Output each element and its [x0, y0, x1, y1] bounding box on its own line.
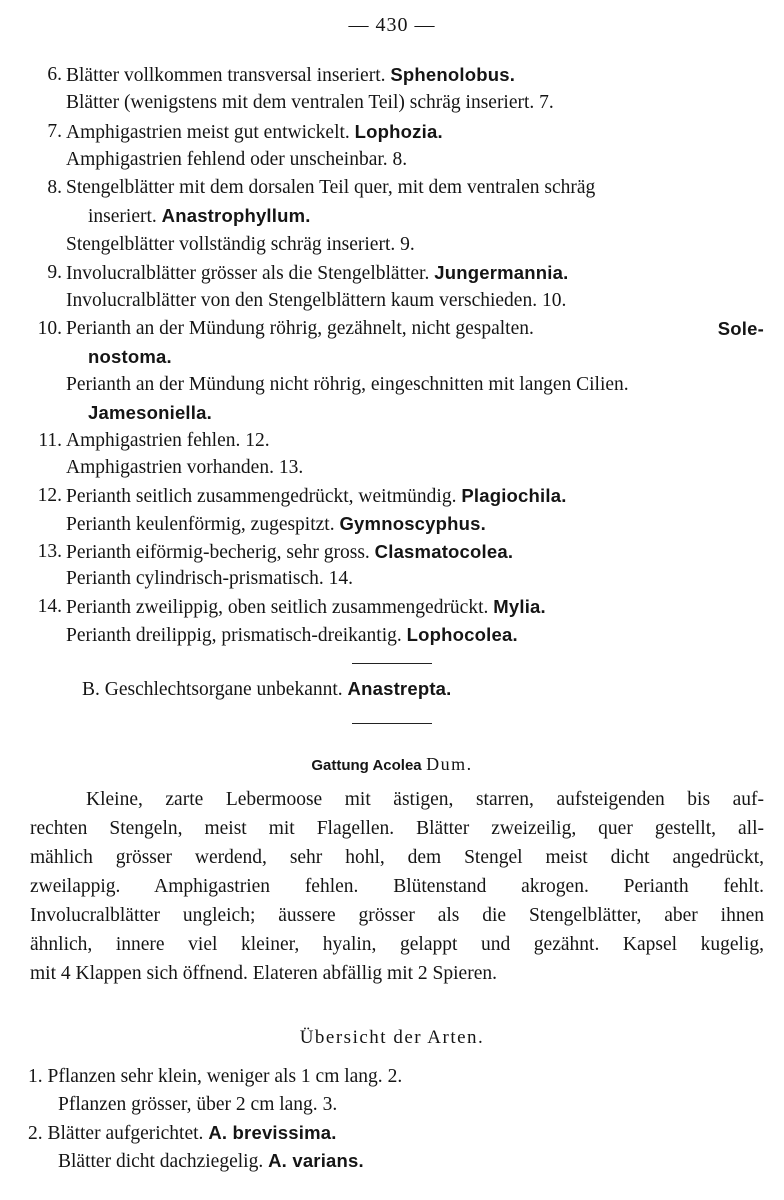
key-number: 10. [37, 318, 62, 339]
key-number: 7. [47, 121, 62, 142]
key-text: Stengelblätter mit dem dorsalen Teil quer, mit dem ventralen schräg [66, 177, 596, 198]
key-text: Pflanzen sehr klein, weniger als 1 cm lang. [47, 1066, 383, 1087]
key-line [88, 344, 172, 371]
key-text: Involucralblätter grösser als die Stengelblätter. [66, 263, 430, 284]
key-text: Perianth keulenförmig, zugespitzt. [66, 514, 335, 535]
key-reference: 8. [392, 149, 408, 170]
genus-name: Clasmatocolea. [374, 541, 514, 562]
key-number: 12. [37, 485, 62, 506]
key-reference: 13. [278, 457, 304, 478]
description-line: Involucralblätter ungleich; äussere grösser als die Stengelblätter, aber ihnen [30, 905, 764, 926]
genus-name: nostoma. [88, 346, 172, 367]
description-line: mählich grösser werdend, sehr hohl, dem Stengel meist dicht angedrückt, [30, 847, 764, 868]
description-line: zweilappig. Amphigastrien fehlen. Blütenstand akrogen. Perianth fehlt. [30, 876, 764, 897]
key-reference: 3. [322, 1094, 338, 1115]
key-number: 1. [28, 1066, 43, 1087]
description-line: rechten Stengeln, meist mit Flagellen. Blätter zweizeilig, quer gestellt, all- [30, 818, 764, 839]
key-reference: 14. [328, 568, 354, 589]
key-number: 11. [38, 430, 62, 451]
key-text: B. Geschlechtsorgane unbekannt. [82, 679, 343, 700]
key-line [66, 372, 629, 398]
genus-name: Plagiochila. [461, 485, 567, 506]
key-number: 13. [37, 541, 62, 562]
key-number: 6. [47, 64, 62, 85]
key-text: Perianth an der Mündung röhrig, gezähnelt, nicht gespalten. [66, 318, 534, 339]
key-reference: 10. [541, 290, 567, 311]
species-key-line [58, 1092, 337, 1118]
section-b-line [82, 676, 452, 703]
key-line [66, 511, 486, 538]
divider [352, 723, 432, 724]
key-text: Blätter dicht dachziegelig. [58, 1151, 264, 1172]
key-text: Amphigastrien meist gut entwickelt. [66, 122, 350, 143]
species-key-line [28, 1120, 337, 1147]
genus-name: Jamesoniella. [88, 402, 212, 423]
key-text: Pflanzen grösser, über 2 cm lang. [58, 1094, 318, 1115]
species-name: A. varians. [268, 1150, 364, 1171]
key-text: Blätter aufgerichtet. [47, 1123, 204, 1144]
genus-name: Sphenolobus. [390, 64, 516, 85]
key-text: Perianth seitlich zusammengedrückt, weitmündig. [66, 486, 457, 507]
genus-name: Lophozia. [354, 121, 443, 142]
species-key-line [58, 1148, 364, 1175]
key-line [66, 455, 303, 481]
genus-name: Gymnoscyphus. [339, 513, 486, 534]
key-number: 9. [47, 262, 62, 283]
genus-name: Mylia. [493, 596, 546, 617]
key-text: Perianth cylindrisch-prismatisch. [66, 568, 324, 589]
key-number: 2. [28, 1123, 43, 1144]
key-line [66, 147, 407, 173]
key-line [66, 90, 554, 116]
genus-name: Anastrepta. [347, 678, 452, 699]
key-reference: 2. [387, 1066, 403, 1087]
key-reference: 7. [539, 92, 554, 113]
key-text: Amphigastrien fehlend oder unscheinbar. [66, 149, 388, 170]
key-text: Perianth an der Mündung nicht röhrig, eingeschnitten mit langen Cilien. [66, 374, 629, 395]
divider [352, 663, 432, 664]
key-line [88, 203, 311, 230]
key-number: 14. [37, 596, 62, 617]
key-line [66, 566, 353, 592]
genus-heading-title: Gattung Acolea [311, 757, 422, 774]
key-text: Perianth dreilippig, prismatisch-dreikantig. [66, 625, 402, 646]
genus-heading [0, 754, 784, 775]
overview-title: Übersicht der Arten. [299, 1027, 485, 1048]
key-text: Amphigastrien fehlen. [66, 430, 241, 451]
key-text: Perianth eiförmig-becherig, sehr gross. [66, 542, 370, 563]
page-number: — 430 — [348, 14, 436, 36]
key-reference: 9. [400, 234, 415, 255]
key-text: Stengelblätter vollständig schräg inseriert. [66, 234, 396, 255]
key-text: Perianth zweilippig, oben seitlich zusammengedrückt. [66, 597, 489, 618]
description-line: Kleine, zarte Lebermoose mit ästigen, starren, aufsteigenden bis auf- [86, 789, 764, 810]
genus-name: Lophocolea. [406, 624, 518, 645]
description-line: mit 4 Klappen sich öffnend. Elateren abfällig mit 2 Spieren. [30, 963, 497, 984]
key-reference: 12. [245, 430, 270, 451]
description-line: ähnlich, innere viel kleiner, hyalin, gelappt und gezähnt. Kapsel kugelig, [30, 934, 764, 955]
key-line [66, 232, 415, 258]
key-line [88, 400, 212, 427]
genus-heading-author: Dum. [426, 754, 473, 774]
species-key-line [28, 1064, 402, 1090]
genus-name: Sole- [717, 318, 764, 339]
key-line [66, 622, 518, 649]
genus-name: Jungermannia. [434, 262, 569, 283]
key-text: Blätter vollkommen transversal inseriert. [66, 65, 386, 86]
key-line [66, 288, 566, 314]
key-text: Involucralblätter von den Stengelblättern kaum verschieden. [66, 290, 538, 311]
genus-name: Anastrophyllum. [161, 205, 311, 226]
key-text: Amphigastrien vorhanden. [66, 457, 274, 478]
key-text: inseriert. [88, 206, 157, 227]
species-name: A. brevissima. [208, 1122, 337, 1143]
genus-description [30, 785, 764, 988]
key-number: 8. [47, 177, 62, 198]
key-text: Blätter (wenigstens mit dem ventralen Teil) schräg inseriert. [66, 92, 535, 113]
